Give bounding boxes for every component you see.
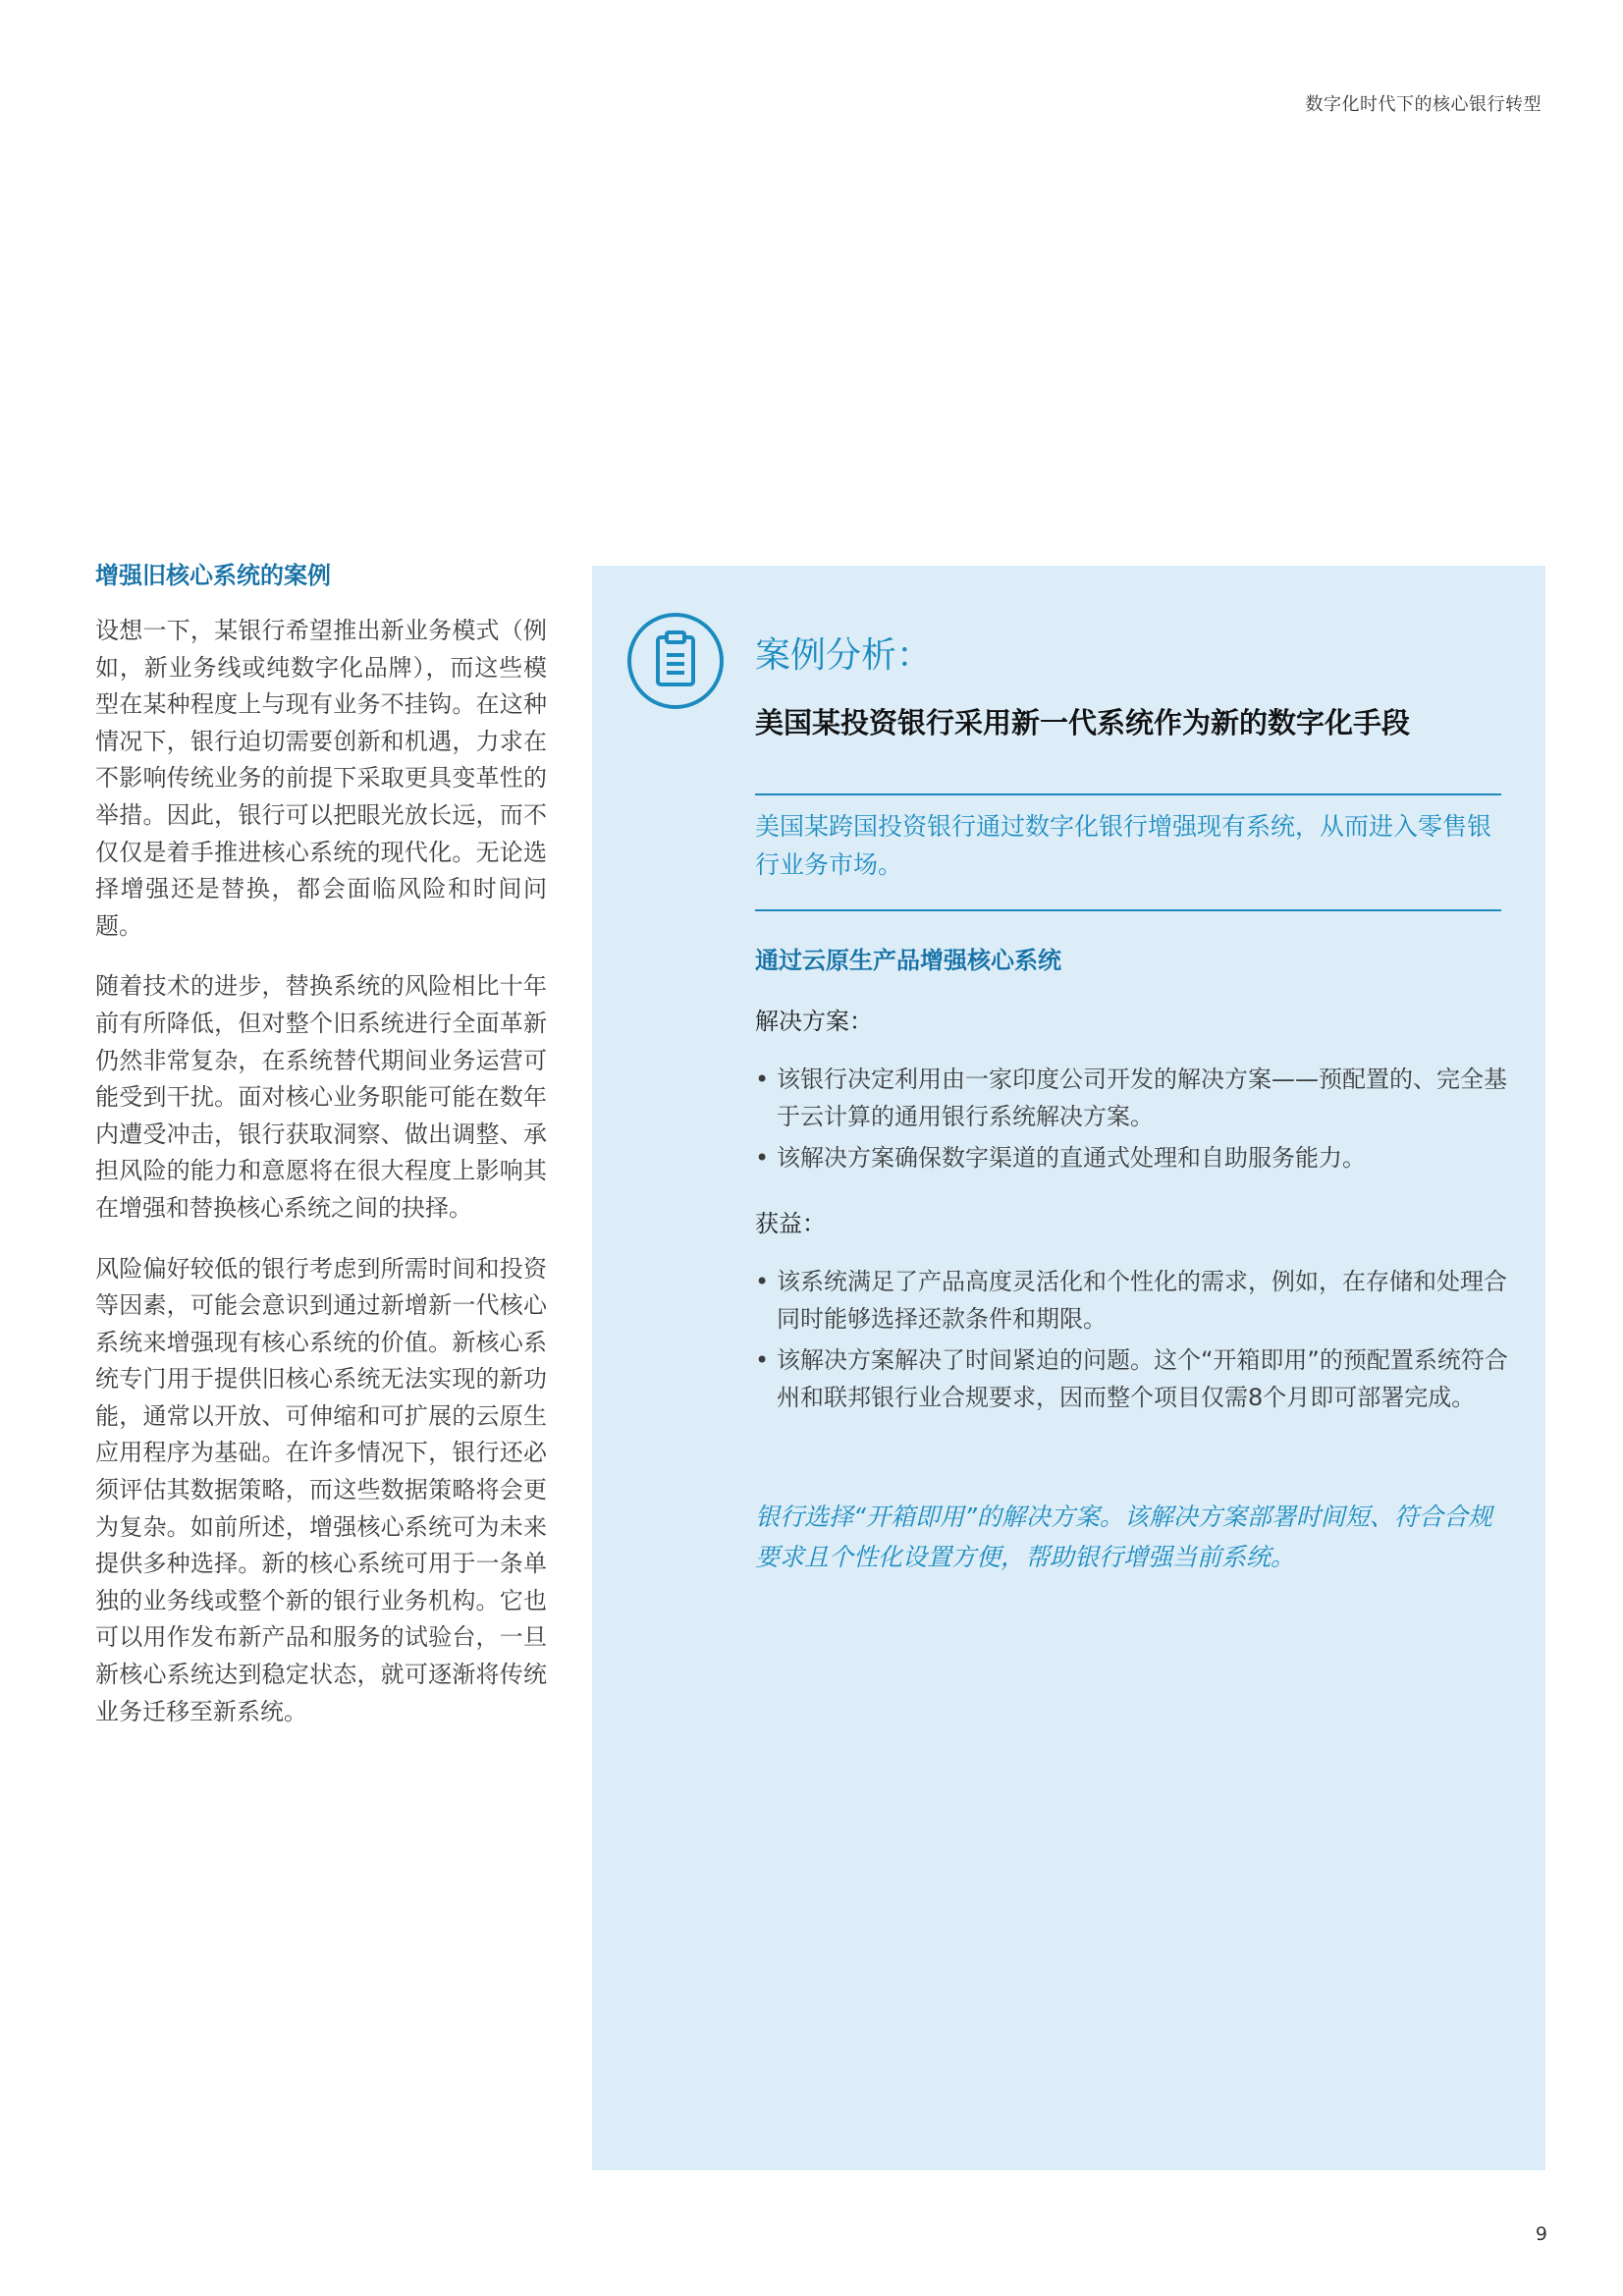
case-study-subheading: 通过云原生产品增强核心系统 — [755, 947, 1061, 974]
bullet-text: 该解决方案确保数字渠道的直通式处理和自助服务能力。 — [777, 1144, 1366, 1172]
list-item — [755, 1263, 1521, 1338]
body-paragraph-2: 随着技术的进步，替换系统的风险相比十年前有所降低，但对整个旧系统进行全面革新仍然非常复杂，在系统替代期间业务运营可能受到干扰。面对核心业务职能可能在数年内遭受冲击，银行获取洞察、做出调整、承担风险的能力和意愿将在很大程度上影响其在增强和替换核心系统之间的抉择。 — [95, 972, 547, 1222]
bullet-text: 该解决方案解决了时间紧迫的问题。这个“开箱即用”的预配置系统符合州和联邦银行业合规要求，因而整个项目仅需8个月即可部署完成。 — [777, 1346, 1508, 1411]
bullet-icon: • — [755, 1144, 770, 1172]
body-paragraph-3: 风险偏好较低的银行考虑到所需时间和投资等因素，可能会意识到通过新增新一代核心系统来增强现有核心系统的价值。新核心系统专门用于提供旧核心系统无法实现的新功能，通常以开放、可伸缩和可扩展的云原生应用程序为基础。在许多情况下，银行还必须评估其数据策略，而这些数据策略将会更为复杂。如前所述，增强核心系统可为未来提供多种选择。新的核心系统可用于一条单独的业务线或整个新的银行业务机构。它也可以用作发布新产品和服务的试验台，一旦新核心系统达到稳定状态，就可逐渐将传统业务迁移至新系统。 — [95, 1254, 547, 1725]
bullet-icon: • — [755, 1346, 770, 1374]
left-column — [95, 558, 547, 1754]
case-study-conclusion: 银行选择“开箱即用”的解决方案。该解决方案部署时间短、符合合规要求且个性化设置方便，帮助银行增强当前系统。 — [755, 1503, 1492, 1571]
running-header: 数字化时代下的核心银行转型 — [1305, 94, 1542, 115]
divider-bottom — [755, 909, 1501, 911]
list-item — [755, 1061, 1521, 1135]
body-paragraph-1: 设想一下，某银行希望推出新业务模式（例如，新业务线或纯数字化品牌），而这些模型在某种程度上与现有业务不挂钩。在这种情况下，银行迫切需要创新和机遇，力求在不影响传统业务的前提下采取更具变革性的举措。因此，银行可以把眼光放长远，而不仅仅是着手推进核心系统的现代化。无论选择增强还是替换，都会面临风险和时间问题。 — [95, 617, 547, 940]
list-item — [755, 1139, 1521, 1176]
divider-top — [755, 793, 1501, 795]
bullet-icon: • — [755, 1268, 770, 1295]
case-study-label: 案例分析： — [755, 635, 933, 676]
clipboard-icon — [625, 611, 726, 711]
case-study-summary: 美国某跨国投资银行通过数字化银行增强现有系统，从而进入零售银行业务市场。 — [755, 812, 1492, 879]
case-study-title: 美国某投资银行采用新一代系统作为新的数字化手段 — [755, 706, 1411, 739]
solution-list — [755, 1061, 1521, 1180]
bullet-text: 该系统满足了产品高度灵活化和个性化的需求，例如，在存储和处理合同时能够选择还款条件和期限。 — [777, 1268, 1507, 1333]
list-item — [755, 1341, 1521, 1416]
bullet-icon: • — [755, 1066, 770, 1093]
benefits-list — [755, 1263, 1521, 1420]
solution-label: 解决方案： — [755, 1008, 873, 1035]
bullet-text: 该银行决定利用由一家印度公司开发的解决方案——预配置的、完全基于云计算的通用银行系统解决方案。 — [777, 1066, 1507, 1130]
section-heading: 增强旧核心系统的案例 — [95, 562, 331, 589]
benefits-label: 获益： — [755, 1210, 826, 1237]
case-study-panel — [592, 566, 1545, 2170]
page-number: 9 — [1535, 2223, 1547, 2245]
